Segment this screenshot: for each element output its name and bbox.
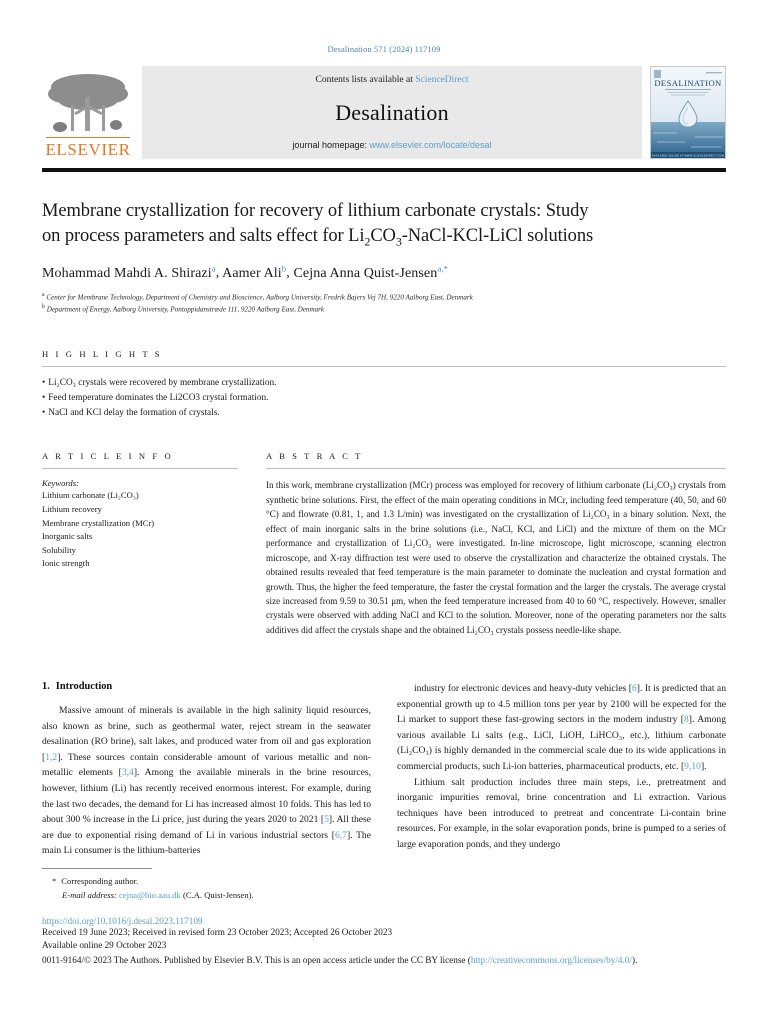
journal-title: Desalination <box>335 99 449 125</box>
available-online-date: Available online 29 October 2023 <box>42 940 167 951</box>
citation-link[interactable]: 8 <box>683 714 689 726</box>
bullet-icon: • <box>42 393 46 404</box>
citation-link[interactable]: 6 <box>631 683 637 695</box>
affiliation-item <box>42 291 726 303</box>
journal-band <box>142 66 642 159</box>
journal-masthead <box>42 66 726 159</box>
article-title-sub-2: 3 <box>395 234 402 249</box>
keyword-item: Ionic strength <box>42 558 90 569</box>
title-block <box>42 199 726 315</box>
email-line <box>52 889 726 903</box>
bullet-icon: • <box>42 408 46 419</box>
article-title-line2-pre: on process parameters and salts effect for Li <box>42 225 365 246</box>
affiliation-item <box>42 303 726 315</box>
keyword-item: Inorganic salts <box>42 531 93 542</box>
page-title <box>42 199 726 249</box>
affiliation-mark: b <box>42 304 45 311</box>
author-entry[interactable] <box>293 263 449 281</box>
body-columns <box>42 681 726 858</box>
author-affiliation-mark: a <box>211 263 216 274</box>
email-label: E-mail address: <box>62 889 117 900</box>
copyright-text-post: ). <box>631 955 638 966</box>
affiliation-text: Department of Energy, Aalborg University, Pontoppidanstræde 111, 9220 Aalborg East, Denmark <box>46 305 325 314</box>
author-affiliation-mark: a,* <box>437 263 449 274</box>
keyword-item: Solubility <box>42 544 76 555</box>
journal-homepage-link[interactable]: www.elsevier.com/locate/desal <box>369 140 492 150</box>
elsevier-tree-icon <box>46 71 130 137</box>
section-number: 1. <box>42 681 50 693</box>
svg-text:DESALINATION: DESALINATION <box>654 78 722 88</box>
corresponding-author-note <box>42 875 726 903</box>
journal-homepage-line <box>292 140 491 150</box>
contents-available-line <box>315 75 468 85</box>
bullet-icon: • <box>42 378 46 389</box>
paragraph: Massive amount of minerals is available in the high salinity liquid resources, also known as brine, such as geothermal water, reject stream in the seawater desalination (RO brine), salt lakes, and produced water from oil and gas exploration [1,2]. These sources contain considerable amount of various metallic and non-metallic elements [3,4]. Among the available minerals in the brine resources, however, lithium (Li) has recently received enormous interest. For example, during the last two decades, the demand for Li has increased almost 10 folds. This has led to about 300 % increase in the Li price, just during the years 2020 to 2021 [5]. All these are due to exponential rising demand of Li in various industrial sectors [6,7]. The main Li consumer is the lithium-batteries <box>42 705 371 857</box>
section-title: Introduction <box>55 681 113 693</box>
svg-text:AVAILABLE ONLINE AT WWW.SCIENC: AVAILABLE ONLINE AT WWW.SCIENCEDIRECT.COM <box>651 154 725 158</box>
sciencedirect-link[interactable]: ScienceDirect <box>415 75 469 85</box>
keywords-list <box>42 489 238 570</box>
citation-link[interactable]: 1,2 <box>45 751 58 763</box>
author-separator: , <box>286 265 294 281</box>
email-owner: (C.A. Quist-Jensen). <box>182 889 254 900</box>
elsevier-logo <box>42 66 134 159</box>
abstract-label: A B S T R A C T <box>266 451 364 462</box>
page-footer <box>42 868 726 968</box>
list-item <box>42 391 726 406</box>
highlights-list <box>42 376 726 421</box>
cc-license-link[interactable]: http://creativecommons.org/licenses/by/4.0/ <box>470 955 632 966</box>
keyword-item: Lithium recovery <box>42 503 102 514</box>
article-title-line2-post: -NaCl-KCl-LiCl solutions <box>401 225 594 246</box>
journal-homepage-prefix: journal homepage: <box>292 140 370 150</box>
corresponding-author-label: Corresponding author. <box>61 875 139 886</box>
abstract-text: In this work, membrane crystallization (MCr) process was employed for recovery of lithium carbonate (Li₂CO₃) crystals from synthetic brine solutions. First, the effect of the main operating conditions in MCr, including feed temperature (40, 50, and 60 °C) and flowrate (0.81, 1, and 1.3 L/min) was investigated on the crystallization of Li₂CO₃ in a binary solution. Next, the effect of main inorganic salts in the brine solutions (i.e., NaCl, KCl, and LiCl) and the mixture of them on the MCr performance and crystallization of Li₂CO₃ were investigated. In-line microscope, light microscope, scanning electron microscope, and X-ray diffraction test were used to observe the crystallization and characterize the obtained crystals. The obtained results revealed that feed temperature is the main parameter to dominate the nucleation and crystal formation and growth. Thus, the higher the feed temperature, the faster the crystal formation and the larger the crystals. The average crystal size increased from 9.59 to 30.51 μm, when the feed temperature increased from 40 to 60 °C, respectively. However, smaller crystals were observed with adding NaCl and KCl to the solution. Moreover, none of the operating parameters nor the salts additives did affect the crystals shape and the obtained Li₂CO₃ crystals possess needle-like shape. <box>266 480 726 635</box>
affiliation-list <box>42 291 726 315</box>
elsevier-wordmark: ELSEVIER <box>45 140 131 159</box>
author-separator: , <box>215 265 223 281</box>
asterisk-icon: * <box>52 875 57 886</box>
author-name: Mohammad Mahdi A. Shirazi <box>42 265 212 281</box>
abstract-section <box>266 451 726 637</box>
body-column-left <box>42 681 371 858</box>
copyright-text-pre: 0011-9164/© 2023 The Authors. Published by Elsevier B.V. This is an open access article under the CC BY license ( <box>42 955 471 966</box>
article-title-sub-1: 2 <box>364 234 371 249</box>
citation-link[interactable]: 6,7 <box>334 829 347 841</box>
received-dates: Received 19 June 2023; Received in revised form 23 October 2023; Accepted 26 October 2023 <box>42 926 393 937</box>
list-item <box>42 376 726 391</box>
article-title-line1: Membrane crystallization for recovery of lithium carbonate crystals: Study <box>42 201 589 221</box>
email-link[interactable]: cejna@bio.aau.dk <box>118 889 181 900</box>
keywords-label: Keywords: <box>42 478 79 489</box>
list-item <box>42 406 726 421</box>
doi-link[interactable]: https://doi.org/10.1016/j.desal.2023.117109 <box>42 915 203 926</box>
citation-link[interactable]: 5 <box>324 814 329 826</box>
article-title-mid: CO <box>370 225 396 246</box>
body-column-right <box>397 681 726 858</box>
keyword-item: Lithium carbonate (Li₂CO₃) <box>42 490 139 501</box>
author-entry[interactable] <box>42 263 216 281</box>
copyright-line <box>42 954 726 968</box>
highlight-text: Feed temperature dominates the Li2CO3 crystal formation. <box>48 393 269 404</box>
paragraph: industry for electronic devices and heavy-duty vehicles [6]. It is predicted that an exponential growth up to 4.5 million tons per year by 2100 will be expected for the Li market to support these fast-growing sectors in the modern industry [8]. Among various available Li salts (e.g., LiCl, LiOH, LiHCO₃, etc.), lithium carbonate (Li₂CO₃) is highly demanded in the commercial scale due to its wide applications in commercial products, such Li-ion batteries, pharmaceutical products, etc. [9,10]. <box>397 683 726 772</box>
affiliation-mark: a <box>42 291 45 298</box>
info-abstract-row <box>42 451 726 637</box>
highlight-text: Li₂CO₃ crystals were recovered by membrane crystallization. <box>48 378 277 389</box>
paragraph: Lithium salt production includes three main steps, i.e., pretreatment and inorganic impurities removal, brine concentration and Li extraction. Various techniques have been introduced to pretreat and concentrate Li-contain brine resources. For example, in the solar evaporation ponds, brine is pumped to a series of large evaporation ponds, and they undergo <box>397 776 726 850</box>
article-info-label: A R T I C L E I N F O <box>42 451 174 462</box>
elsevier-logo-rule <box>46 137 130 139</box>
article-info-section <box>42 451 238 637</box>
highlights-section <box>42 349 726 421</box>
highlight-text: NaCl and KCl delay the formation of crystals. <box>48 408 220 419</box>
author-entry[interactable] <box>222 263 287 281</box>
abstract-rule <box>266 468 726 469</box>
section-heading-introduction <box>42 681 371 692</box>
running-head: Desalination 571 (2024) 117109 <box>327 44 441 54</box>
journal-cover-image <box>651 67 725 158</box>
footnote-rule <box>42 868 152 869</box>
author-affiliation-mark: b <box>281 263 287 274</box>
journal-cover-thumbnail <box>650 66 726 159</box>
highlights-rule <box>42 366 726 367</box>
article-info-rule <box>42 468 238 469</box>
author-list <box>42 263 726 282</box>
author-name: Aamer Ali <box>222 265 282 281</box>
author-name: Cejna Anna Quist-Jensen <box>293 265 438 281</box>
corresponding-author-line <box>52 875 726 889</box>
contents-available-prefix: Contents lists available at <box>315 75 416 85</box>
citation-link[interactable]: 9,10 <box>684 761 701 772</box>
citation-link[interactable]: 3,4 <box>121 767 134 779</box>
masthead-divider <box>42 168 726 172</box>
keyword-item: Membrane crystallization (MCr) <box>42 517 155 528</box>
affiliation-text: Center for Membrane Technology, Department of Chemistry and Bioscience, Aalborg University, Fredrik Bajers Vej 7H, 9220 Aalborg East, Denmark <box>46 293 473 302</box>
highlights-label: H I G H L I G H T S <box>42 349 163 360</box>
